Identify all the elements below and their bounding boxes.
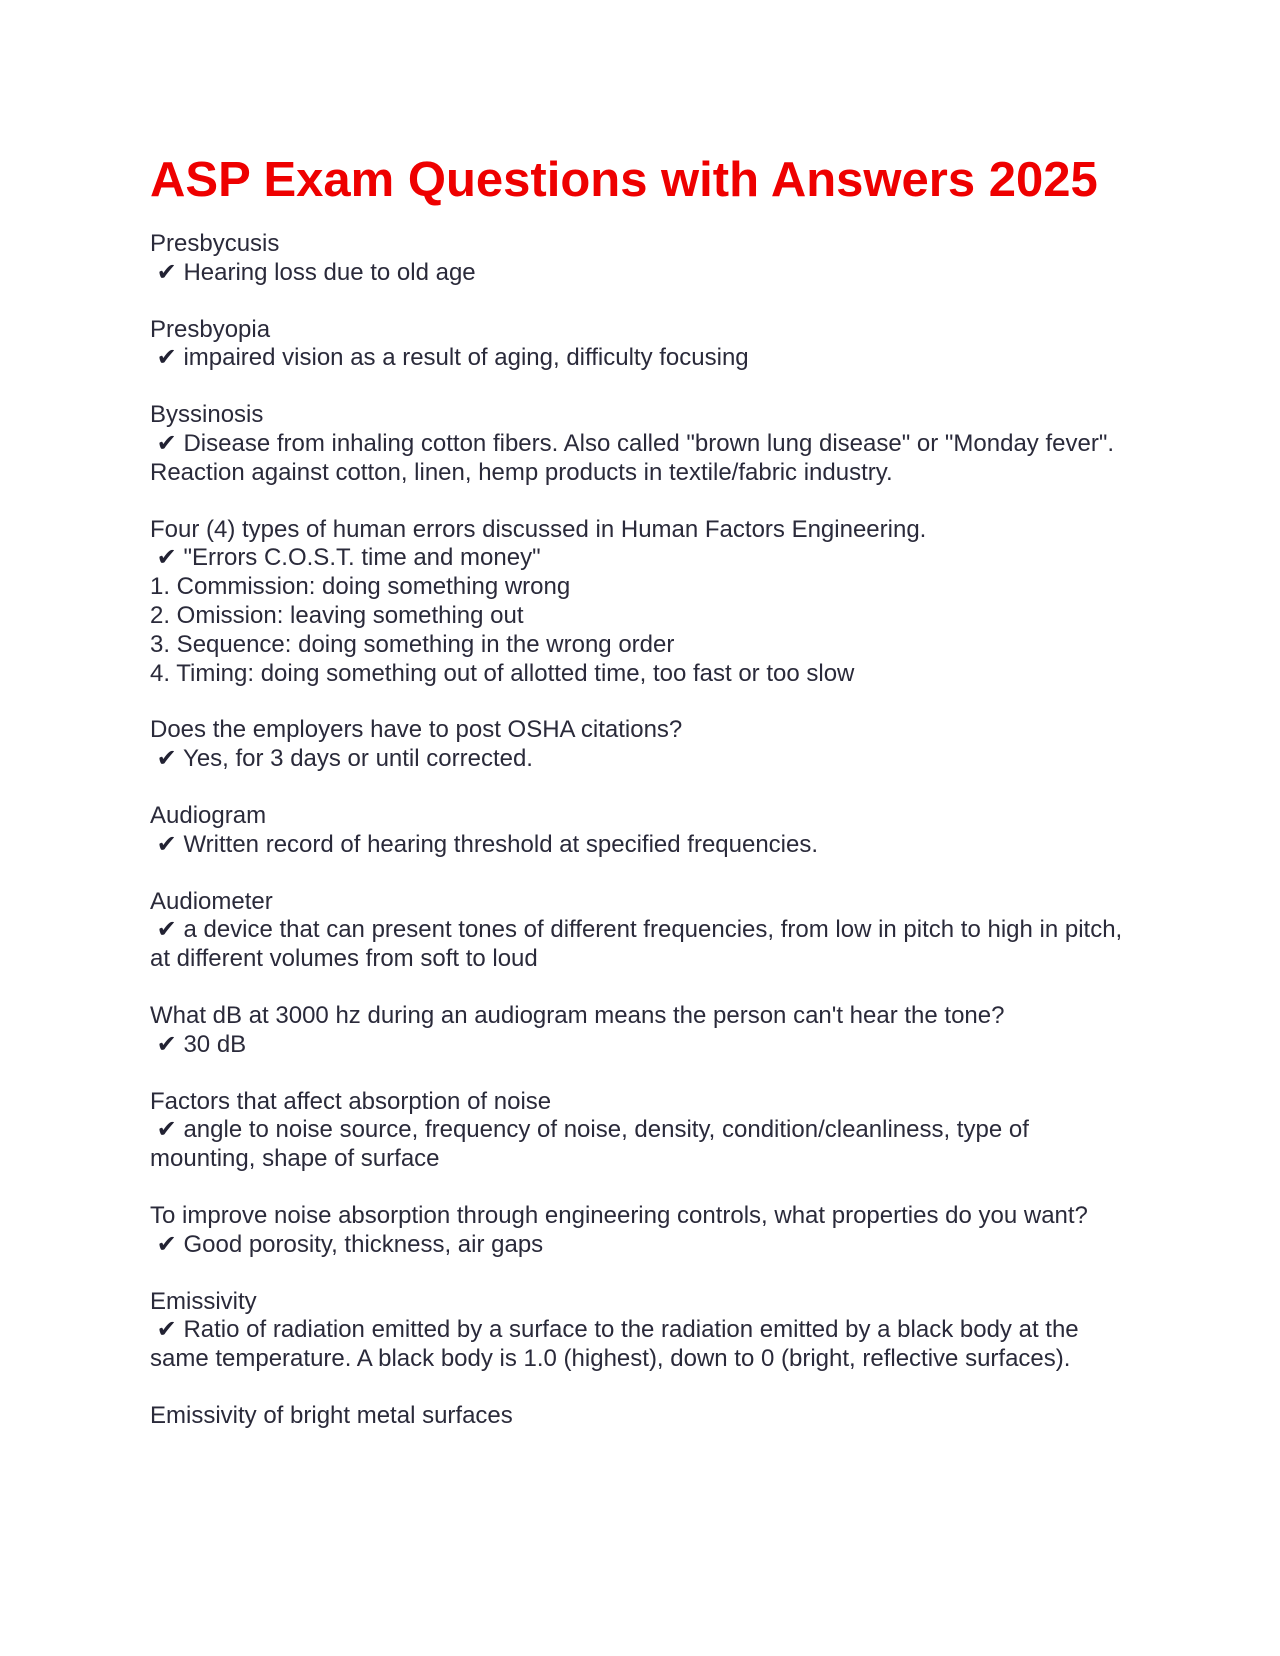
answer-text: Good porosity, thickness, air gaps	[183, 1230, 544, 1258]
answer-text: 30 dB	[183, 1030, 247, 1058]
question-text: Does the employers have to post OSHA citations?	[150, 716, 683, 744]
answer-text: a device that can present tones of different frequencies, from low in pitch to high in pitch, at different volumes from soft to loud	[150, 916, 1129, 973]
qa-entry	[150, 802, 1130, 860]
qa-entry	[150, 716, 1130, 774]
question-text: Presbyopia	[150, 315, 271, 343]
answer-line	[150, 1116, 1130, 1174]
answer-line	[150, 1031, 1130, 1060]
answer-line	[150, 1316, 1130, 1374]
check-mark-icon: ✔	[156, 916, 177, 944]
qa-entry	[150, 1002, 1130, 1060]
answer-list-item: 1. Commission: doing something wrong	[150, 573, 571, 601]
document-page	[150, 150, 1130, 1459]
question-text: Presbycusis	[150, 230, 280, 257]
answer-text: Yes, for 3 days or until corrected.	[183, 745, 533, 773]
answer-text: "Errors C.O.S.T. time and money"	[183, 544, 541, 572]
answer-text: angle to noise source, frequency of noise, density, condition/cleanliness, type of mounting, shape of surface	[150, 1116, 1036, 1173]
question-text: Byssinosis	[150, 401, 264, 429]
qa-entry	[150, 1088, 1130, 1174]
answer-line	[150, 344, 1130, 373]
check-mark-icon: ✔	[156, 1230, 177, 1258]
answer-text: Ratio of radiation emitted by a surface to the radiation emitted by a black body at the same temperature. A black body is 1.0 (highest), down to 0 (bright, reflective surfaces).	[150, 1316, 1086, 1373]
qa-list	[150, 230, 1130, 1431]
check-mark-icon: ✔	[156, 258, 177, 286]
check-mark-icon: ✔	[156, 344, 177, 372]
check-mark-icon: ✔	[156, 830, 177, 858]
answer-line	[150, 544, 1130, 573]
question-text: To improve noise absorption through engineering controls, what properties do you want?	[150, 1201, 1088, 1229]
check-mark-icon: ✔	[156, 544, 177, 572]
answer-list-item: 2. Omission: leaving something out	[150, 601, 524, 629]
check-mark-icon: ✔	[156, 1030, 177, 1058]
question-text: What dB at 3000 hz during an audiogram means the person can't hear the tone?	[150, 1001, 1005, 1029]
answer-text: Written record of hearing threshold at specified frequencies.	[183, 830, 819, 858]
answer-line	[150, 916, 1130, 974]
answer-text: Hearing loss due to old age	[183, 258, 476, 286]
question-text: Emissivity	[150, 1287, 257, 1315]
answer-text: Disease from inhaling cotton fibers. Also called "brown lung disease" or "Monday fever". Reaction against cotton, linen, hemp products in textile/fabric industry.	[150, 429, 1121, 486]
qa-entry	[150, 230, 1130, 288]
qa-entry	[150, 401, 1130, 487]
question-text: Four (4) types of human errors discussed in Human Factors Engineering.	[150, 515, 927, 543]
check-mark-icon: ✔	[156, 1116, 177, 1144]
question-text: Factors that affect absorption of noise	[150, 1087, 552, 1115]
question-text: Emissivity of bright metal surfaces	[150, 1401, 513, 1429]
question-text: Audiometer	[150, 887, 273, 915]
answer-line	[150, 259, 1130, 288]
answer-line	[150, 831, 1130, 860]
answer-list-item: 3. Sequence: doing something in the wrong order	[150, 630, 675, 658]
qa-entry	[150, 1202, 1130, 1260]
answer-line	[150, 745, 1130, 774]
qa-entry	[150, 1288, 1130, 1374]
answer-text: impaired vision as a result of aging, difficulty focusing	[183, 344, 749, 372]
qa-entry	[150, 1402, 1130, 1431]
answer-line	[150, 1231, 1130, 1260]
check-mark-icon: ✔	[156, 1316, 177, 1344]
check-mark-icon: ✔	[156, 745, 177, 773]
answer-list-item: 4. Timing: doing something out of allotted time, too fast or too slow	[150, 659, 855, 687]
document-title: ASP Exam Questions with Answers 2025	[150, 153, 1098, 207]
answer-line	[150, 430, 1130, 488]
question-text: Audiogram	[150, 801, 267, 829]
check-mark-icon: ✔	[156, 429, 177, 457]
qa-entry	[150, 888, 1130, 974]
qa-entry	[150, 516, 1130, 689]
qa-entry	[150, 316, 1130, 374]
